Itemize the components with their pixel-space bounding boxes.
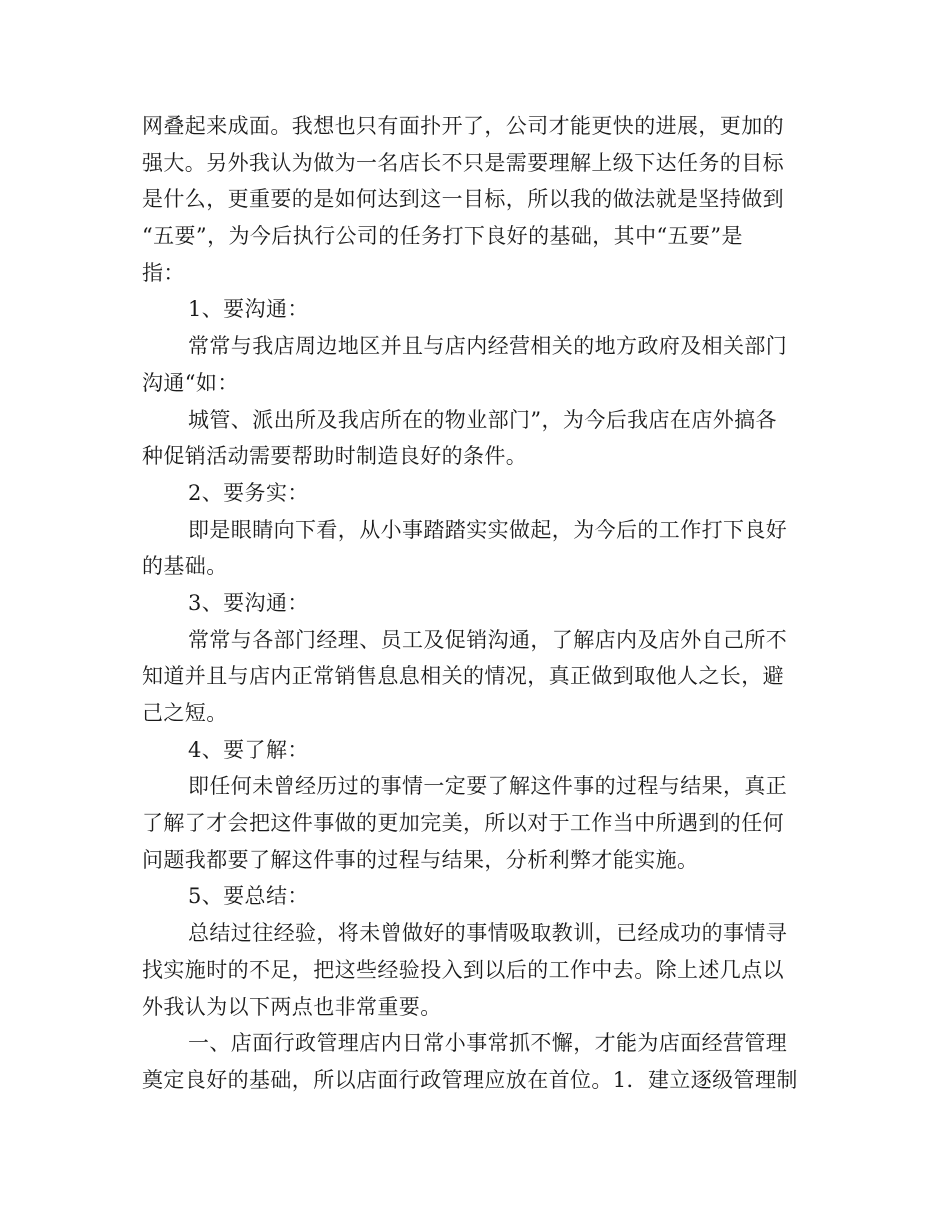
text-line: 总结过往经验，将未曾做好的事情吸取教训，已经成功的事情寻	[188, 921, 788, 946]
text-line: 即是眼睛向下看，从小事踏踏实实做起，为今后的工作打下良好	[188, 517, 788, 542]
text-line: 是什么，更重要的是如何达到这一目标，所以我的做法就是坚持做到	[142, 187, 784, 212]
text-line: 奠定良好的基础，所以店面行政管理应放在首位。1．建立逐级管理制	[142, 1067, 798, 1092]
text-line: 外我认为以下两点也非常重要。	[142, 994, 442, 1019]
text-line: 网叠起来成面。我想也只有面扑开了，公司才能更快的进展，更加的	[142, 114, 784, 138]
text-line: 3、要沟通：	[188, 590, 309, 615]
text-line: 问题我都要了解这件事的过程与结果，分析利弊才能实施。	[142, 847, 699, 872]
text-line: 找实施时的不足，把这些经验投入到以后的工作中去。除上述几点以	[142, 957, 784, 982]
text-line: “五要”，为今后执行公司的任务打下良好的基础，其中“五要”是	[142, 224, 743, 249]
text-line: 2、要务实：	[188, 480, 309, 505]
text-line: 强大。另外我认为做为一名店长不只是需要理解上级下达任务的目标	[142, 150, 784, 175]
text-line: 5、要总结：	[188, 884, 309, 909]
text-line: 指：	[142, 260, 185, 285]
text-line: 即任何未曾经历过的事情一定要了解这件事的过程与结果，真正	[188, 774, 788, 799]
text-line: 沟通“如：	[142, 370, 239, 395]
text-line: 一、店面行政管理店内日常小事常抓不懈，才能为店面经营管理	[188, 1031, 788, 1056]
text-line: 常常与各部门经理、员工及促销沟通，了解店内及店外自己所不	[188, 627, 788, 652]
text-line: 的基础。	[142, 554, 228, 579]
text-line: 种促销活动需要帮助时制造良好的条件。	[142, 444, 528, 469]
document-body	[142, 108, 807, 1099]
text-line: 城管、派出所及我店所在的物业部门”，为今后我店在店外搞各	[188, 407, 777, 432]
text-line: 知道并且与店内正常销售息息相关的情况，真正做到取他人之长，避	[142, 664, 784, 689]
text-line: 1、要沟通：	[188, 297, 309, 322]
text-line: 了解了才会把这件事做的更加完美，所以对于工作当中所遇到的任何	[142, 811, 784, 836]
text-line: 4、要了解：	[188, 737, 309, 762]
text-line: 己之短。	[142, 701, 228, 725]
text-line: 常常与我店周边地区并且与店内经营相关的地方政府及相关部门	[188, 334, 788, 359]
